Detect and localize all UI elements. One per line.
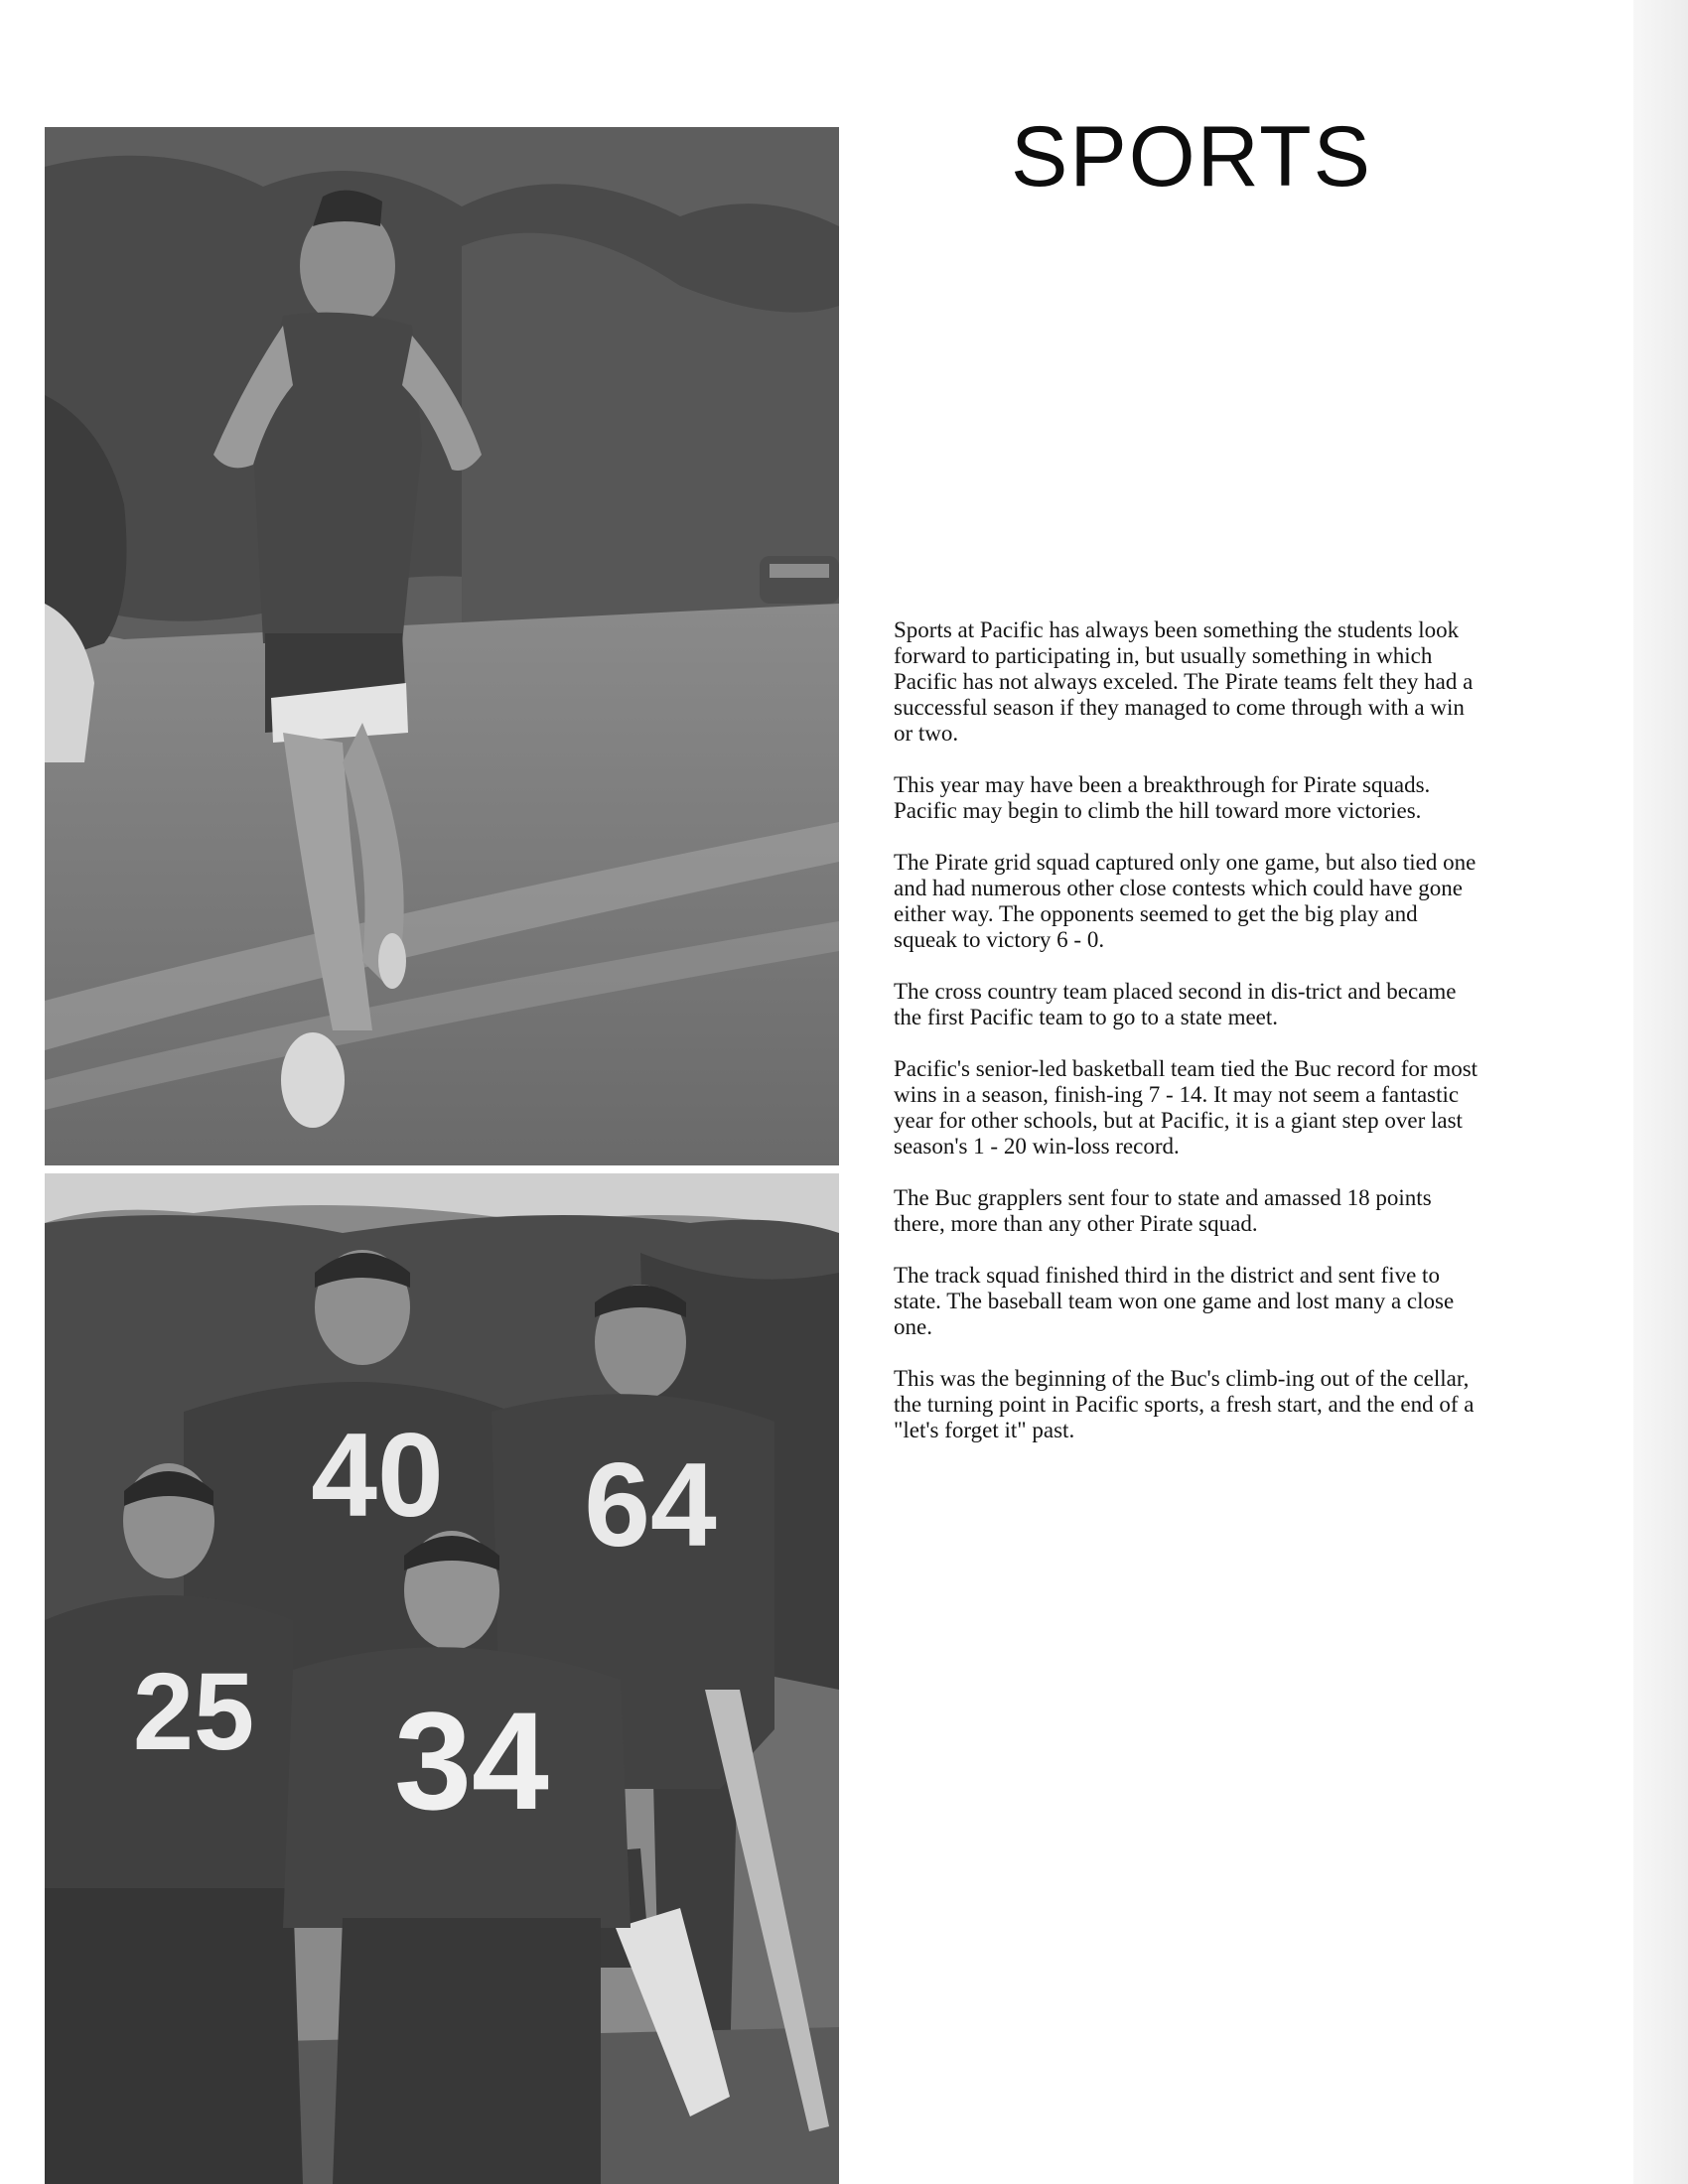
article-paragraph: This year may have been a breakthrough for Pirate squads. Pacific may begin to climb the hill toward more victories. (894, 772, 1431, 823)
article-paragraph: The Buc grapplers sent four to state and amassed 18 points there, more than any other Pirate squad. (894, 1185, 1432, 1236)
article-paragraph: Sports at Pacific has always been something the students look forward to participating in, but usually something in which Pacific has not always exceled. The Pirate teams felt they had a successful season if they managed to come through with a win or two. (894, 617, 1474, 746)
jersey-number-25: 25 (132, 1651, 255, 1773)
jersey-number-64: 64 (584, 1438, 717, 1571)
jersey-number-34: 34 (394, 1683, 549, 1839)
article-paragraph: The Pirate grid squad captured only one game, but also tied one and had numerous other close contests which could have gone either way. The opponents seemed to get the big play and squeak to victory 6 - 0. (894, 850, 1477, 952)
article-paragraph: This was the beginning of the Buc's climb-ing out of the cellar, the turning point in Pacific sports, a fresh start, and the end of a "let's forget it" past. (894, 1366, 1475, 1442)
article-paragraph: The cross country team placed second in dis-trict and became the first Pacific team to go to a state meet. (894, 979, 1457, 1029)
article-paragraph: The track squad finished third in the district and sent five to state. The baseball team won one game and lost many a close one. (894, 1263, 1455, 1339)
article-paragraph: Pacific's senior-led basketball team tied the Buc record for most wins in a season, finish-ing 7 - 14. It may not seem a fantastic year for other schools, but at Pacific, it is a giant step over last season's 1 - 20 win-loss record. (894, 1056, 1478, 1159)
page-edge (1633, 0, 1688, 2184)
page-title: SPORTS (1010, 109, 1373, 205)
cross-country-runner-photo (45, 127, 839, 1165)
jersey-number-40: 40 (311, 1409, 444, 1542)
article-body (894, 617, 1479, 1469)
football-players-photo (45, 1173, 839, 2184)
